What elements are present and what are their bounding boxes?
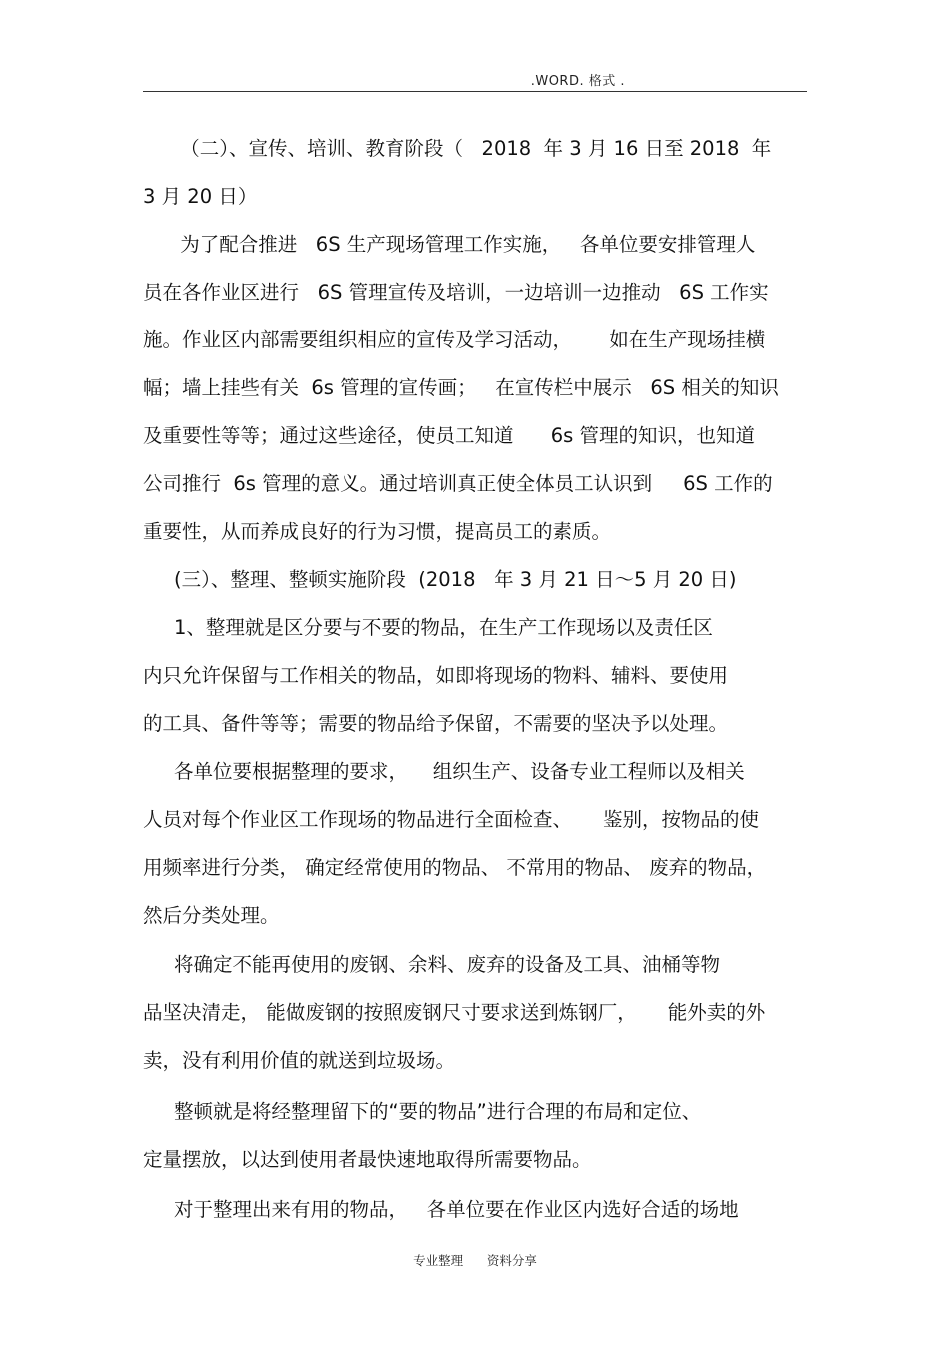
text-line: 人员对每个作业区工作现场的物品进行全面检查、 鉴别，按物品的使 bbox=[143, 808, 759, 831]
text-line: 公司推行 6s 管理的意义。通过培训真正使全体员工认识到 6S 工作的 bbox=[143, 472, 773, 495]
text-line: 幅；墙上挂些有关 6s 管理的宣传画； 在宣传栏中展示 6S 相关的知识 bbox=[143, 376, 779, 399]
text-line: (三）、整理、整顿实施阶段 (2018 年 3 月 21 日～5 月 20 日) bbox=[143, 568, 737, 591]
text-line: 为了配合推进 6S 生产现场管理工作实施， 各单位要安排管理人 bbox=[143, 233, 756, 256]
text-line: 将确定不能再使用的废钢、余料、废弃的设备及工具、油桶等物 bbox=[143, 953, 720, 976]
text-line: （二）、宣传、培训、教育阶段（ 2018 年 3 月 16 日至 2018 年 bbox=[143, 137, 772, 160]
text-line: 员在各作业区进行 6S 管理宣传及培训，一边培训一边推动 6S 工作实 bbox=[143, 281, 769, 304]
text-line: 及重要性等等；通过这些途径，使员工知道 6s 管理的知识，也知道 bbox=[143, 424, 755, 447]
text-line: 卖，没有利用价值的就送到垃圾场。 bbox=[143, 1049, 456, 1072]
text-line: 各单位要根据整理的要求， 组织生产、设备专业工程师以及相关 bbox=[143, 760, 745, 783]
header-divider bbox=[143, 91, 807, 92]
text-line: 品坚决清走， 能做废钢的按照废钢尺寸要求送到炼钢厂， 能外卖的外 bbox=[143, 1001, 766, 1024]
text-line: 定量摆放，以达到使用者最快速地取得所需要物品。 bbox=[143, 1148, 592, 1171]
page-footer: 专业整理 资料分享 bbox=[413, 1253, 537, 1268]
text-line: 然后分类处理。 bbox=[143, 904, 280, 927]
text-line: 整顿就是将经整理留下的“要的物品”进行合理的布局和定位、 bbox=[143, 1100, 702, 1123]
text-line: 用频率进行分类， 确定经常使用的物品、 不常用的物品、 废弃的物品， bbox=[143, 856, 767, 879]
text-line: 施。作业区内部需要组织相应的宣传及学习活动， 如在生产现场挂横 bbox=[143, 328, 766, 351]
text-line: 1、整理就是区分要与不要的物品，在生产工作现场以及责任区 bbox=[143, 616, 713, 639]
text-line: 内只允许保留与工作相关的物品，如即将现场的物料、辅料、要使用 bbox=[143, 664, 729, 687]
text-line: 重要性，从而养成良好的行为习惯，提高员工的素质。 bbox=[143, 520, 612, 543]
text-line: 的工具、备件等等；需要的物品给予保留，不需要的坚决予以处理。 bbox=[143, 712, 729, 735]
text-line: 3 月 20 日） bbox=[143, 185, 258, 208]
page-header: .WORD. 格式 . bbox=[530, 74, 625, 89]
text-line: 对于整理出来有用的物品， 各单位要在作业区内选好合适的场地 bbox=[143, 1198, 739, 1221]
